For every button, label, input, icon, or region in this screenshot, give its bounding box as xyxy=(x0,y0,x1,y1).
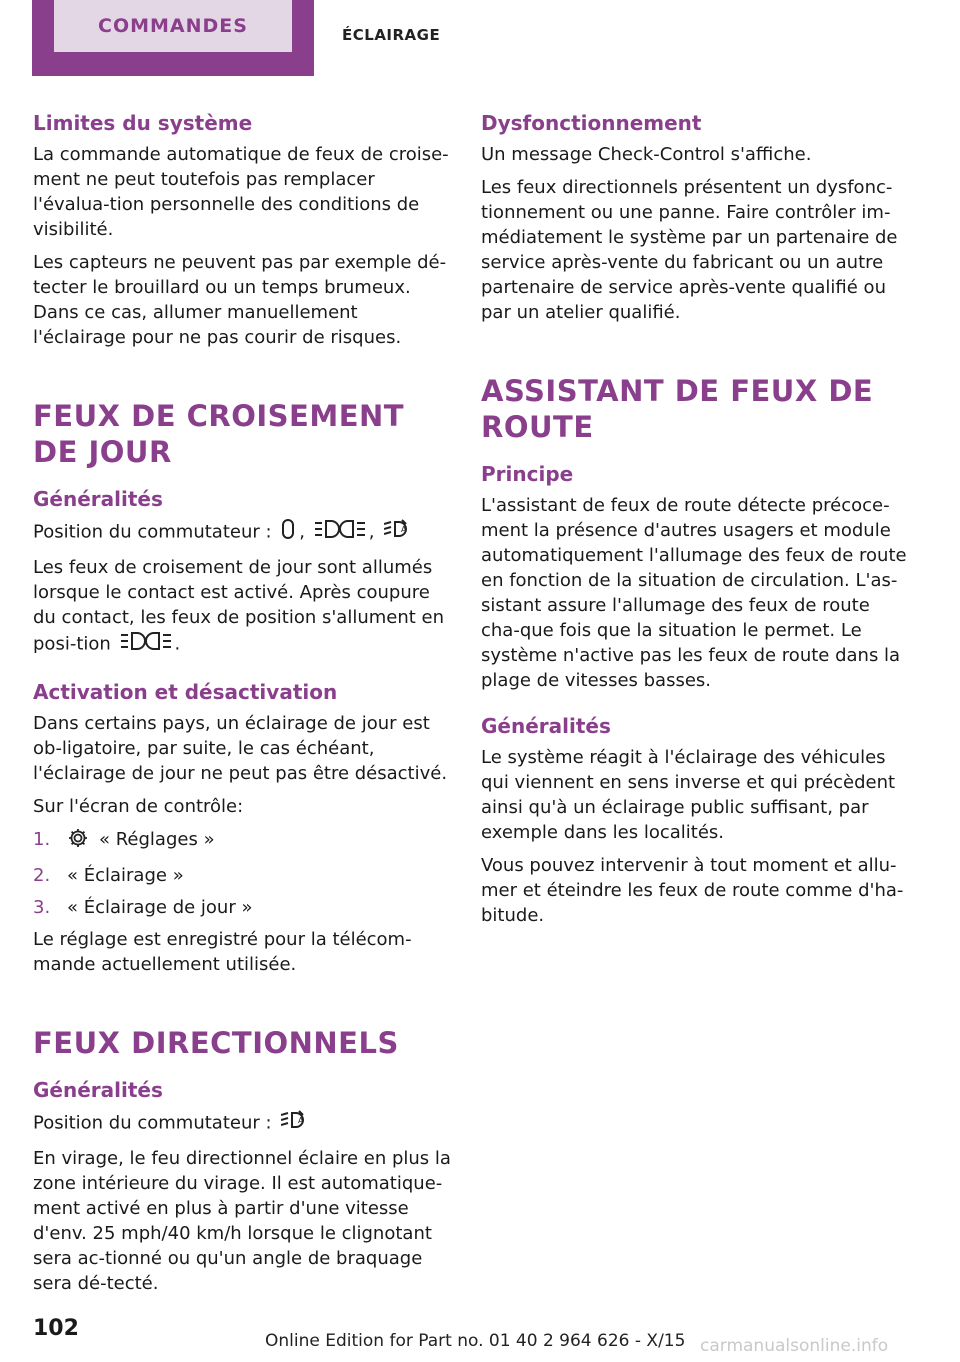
list-item xyxy=(33,827,451,856)
step-number: 2. xyxy=(33,865,51,886)
page-number: 102 xyxy=(33,1316,79,1341)
activation-title: Activation et désactivation xyxy=(33,680,338,704)
steps-list xyxy=(33,827,451,920)
limits-para-1: La commande automatique de feux de croise-ment ne peut toutefois pas remplacer l'évalua-tion personnelle des conditions de visibilité. xyxy=(33,144,449,240)
chapter-tab-label: COMMANDES xyxy=(54,0,292,52)
auto-headlight-icon xyxy=(281,1109,307,1138)
activation-para-1: Dans certains pays, un éclairage de jour est ob-ligatoire, par suite, le cas échéant, l'éclairage de jour ne peut pas être désactivé. xyxy=(33,713,448,784)
high-beam-general-title: Généralités xyxy=(481,714,611,738)
principle-para: L'assistant de feux de route détecte précoce-ment la présence d'autres usagers et module automatiquement l'allumage des feux de route en fonction de la situation de circulation. L'as-sistant assure l'allumage des feux de route cha-que fois que la situation le permet. Le système n'active pas les feux de route dans la plage de vitesses basses. xyxy=(481,495,907,691)
step-number: 3. xyxy=(33,897,51,918)
switch-prefix: Position du commutateur : xyxy=(33,1112,272,1134)
drl-general-title: Généralités xyxy=(33,487,163,511)
step-number: 1. xyxy=(33,829,51,850)
edition-footer: Online Edition for Part no. 01 40 2 964 626 - X/15 xyxy=(265,1331,686,1351)
left-column xyxy=(33,110,451,1304)
limits-title: Limites du système xyxy=(33,111,253,135)
high-beam-para-3: Vous pouvez intervenir à tout moment et allu-mer et éteindre les feux de route comme d'ha-bitude. xyxy=(481,855,904,926)
activation-para-3: Le réglage est enregistré pour la télécom-mande actuellement utilisée. xyxy=(33,929,412,975)
high-beam-para-2: Le système réagit à l'éclairage des véhicules qui viennent en sens inverse et qui précèdent ainsi qu'à un éclairage public suffisant, par exemple dans les localités. xyxy=(481,747,896,843)
step-text: « Éclairage de jour » xyxy=(67,897,253,918)
list-item xyxy=(33,895,451,920)
principle-title: Principe xyxy=(481,462,574,486)
malfunction-para-2: Les feux directionnels présentent un dysfonc-tionnement ou une panne. Faire contrôler im-médiatement le système par un partenaire de service après-vente du fabricant ou un autre partenaire de service après-vente qualifié ou par un atelier qualifié. xyxy=(481,177,898,323)
gear-icon xyxy=(67,827,89,856)
step-text: « Réglages » xyxy=(99,829,215,850)
malfunction-title: Dysfonctionnement xyxy=(481,111,702,135)
chapter-tab xyxy=(32,0,314,76)
turn-heading: FEUX DIRECTIONNELS xyxy=(33,1026,399,1060)
section-tab-label: ÉCLAIRAGE xyxy=(342,26,441,44)
switch-prefix: Position du commutateur : xyxy=(33,521,272,543)
separator: , xyxy=(299,521,306,543)
drl-switch-line xyxy=(33,518,451,547)
period: . xyxy=(174,633,181,655)
svg-text:A: A xyxy=(401,525,407,534)
watermark: carmanualsonline.info xyxy=(700,1336,889,1356)
right-column xyxy=(481,110,911,936)
turn-switch-line xyxy=(33,1109,451,1138)
malfunction-para-1: Un message Check-Control s'affiche. xyxy=(481,144,812,165)
limits-para-2: Les capteurs ne peuvent pas par exemple dé-tecter le brouillard ou un temps brumeux. Dans ce cas, allumer manuellement l'éclairage pour ne pas courir de risques. xyxy=(33,252,447,348)
separator: , xyxy=(368,521,375,543)
list-item xyxy=(33,863,451,888)
high-beam-heading: ASSISTANT DE FEUX DE ROUTE xyxy=(481,374,874,444)
turn-general-title: Généralités xyxy=(33,1078,163,1102)
parking-light-icon xyxy=(315,518,365,547)
drl-para-1-text: Les feux de croisement de jour sont allumés lorsque le contact est activé. Après coupure du contact, les feux de position s'allument en posi-tion xyxy=(33,557,445,655)
auto-headlight-icon xyxy=(384,518,410,547)
activation-para-2: Sur l'écran de contrôle: xyxy=(33,796,244,817)
drl-heading: FEUX DE CROISEMENT DE JOUR xyxy=(33,399,405,469)
svg-text:A: A xyxy=(298,1116,304,1125)
turn-para-1: En virage, le feu directionnel éclaire en plus la zone intérieure du virage. Il est automatique-ment activé en plus à partir d'une vitesse d'env. 25 mph/40 km/h lorsque le clignotant sera ac-tionné ou qu'un angle de braquage sera dé-tecté. xyxy=(33,1148,451,1294)
drl-para-1 xyxy=(33,555,451,659)
light-off-icon xyxy=(281,518,295,547)
parking-light-icon xyxy=(121,630,171,659)
step-text: « Éclairage » xyxy=(67,865,184,886)
